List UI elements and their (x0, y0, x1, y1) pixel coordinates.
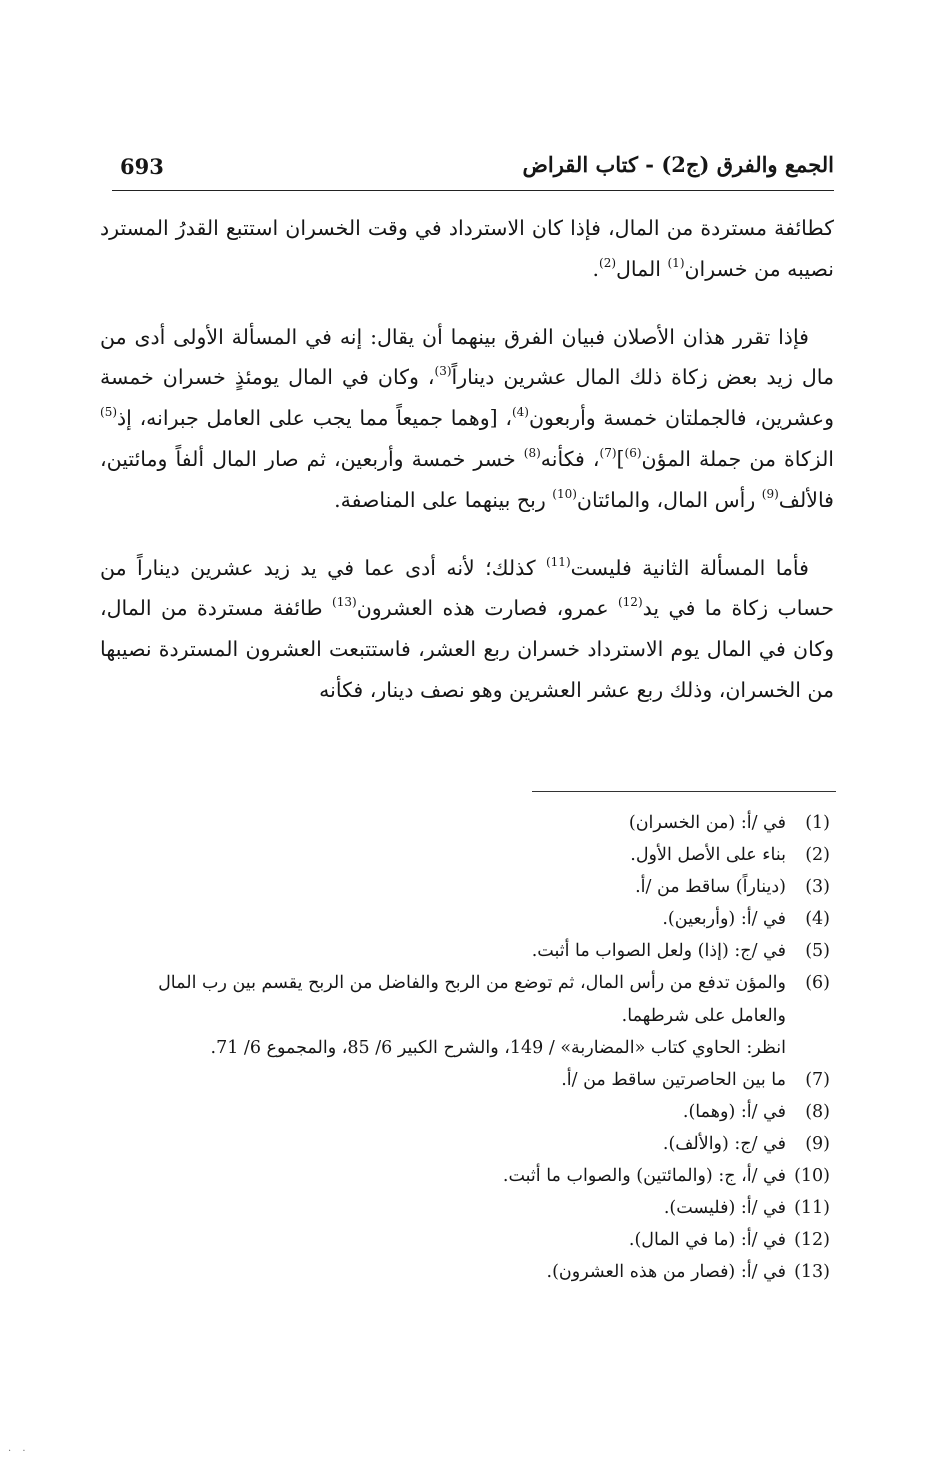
footnote (108, 807, 830, 839)
footnote-number: (9) (805, 1133, 830, 1154)
footnote (108, 839, 830, 871)
text-run: ] (616, 446, 625, 471)
footnote-reference-line: انظر: الحاوي كتاب «المضاربة» / 149، والشرح الكبير 6/ 85، والمجموع 6/ 71. (210, 1037, 786, 1058)
paragraph-3 (100, 548, 834, 711)
footnote-ref-4: (4) (511, 405, 529, 420)
footnote-text: في /أ، ج: (والمائتين) والصواب ما أثبت. (502, 1166, 786, 1187)
footnote-number: (10) (794, 1166, 830, 1187)
footnote (108, 1224, 830, 1256)
footnote (108, 967, 830, 1063)
text-run: ، وكان في المال يومئذٍ خسران خمسة وعشرين، فالجملتان خمسة وأربعون (100, 365, 834, 431)
footnote-text: في /أ: (من الخسران) (628, 813, 786, 833)
text-run: فأما المسألة الثانية فليست (570, 555, 809, 580)
footnote (108, 1160, 830, 1192)
footnote-text: (ديناراً) ساقط من /أ. (635, 877, 786, 898)
footnote (108, 1256, 830, 1288)
text-run: خسر خمسة وأربعين، ثم صار المال ألفاً ومائتين، فالألف (100, 446, 834, 512)
text-run: رأس المال، والمائتان (576, 487, 762, 512)
footnote-number: (12) (794, 1230, 830, 1251)
footnote-text: في /أ: (فصار من هذه العشرون). (546, 1262, 786, 1283)
footnote-ref-1: (1) (667, 255, 685, 270)
footnote-number: (2) (805, 845, 830, 866)
text-run: ربح بينهما على المناصفة. (334, 487, 553, 512)
footnote (108, 1192, 830, 1224)
footnote-ref-2: (2) (599, 255, 617, 270)
footnote-ref-5: (5) (100, 405, 118, 420)
text-run: عمرو، فصارت هذه العشرون (356, 596, 618, 621)
footnotes (108, 807, 830, 1288)
footnote-number: (7) (805, 1069, 830, 1090)
footnote-text: في /أ: (ما في المال). (628, 1230, 786, 1251)
footnote-number: (13) (794, 1262, 830, 1283)
text-run: فإذا تقرر هذان الأصلان فبيان الفرق بينهما أن يقال: إنه في المسألة الأولى أدى من مال زيد بعض زكاة ذلك المال عشرين ديناراً (100, 324, 835, 390)
footnote-text: بناء على الأصل الأول. (630, 845, 786, 866)
footnote-number: (3) (805, 877, 830, 898)
footnote-ref-10: (10) (552, 486, 577, 501)
text-run: كذلك؛ لأنه أدى عما في يد زيد عشرين ديناراً من حساب زكاة ما في يد (100, 555, 835, 621)
footnote-text: في /أ: (فليست). (663, 1198, 786, 1219)
footnote-text: في /أ: (وهما). (682, 1101, 786, 1122)
footnote-ref-3: (3) (434, 364, 452, 379)
text-run: كطائفة مستردة من المال، فإذا كان الاسترداد في وقت الخسران استتبع القدرُ المسترد نصيبه من خسران (100, 216, 834, 281)
page-number: 693 (120, 154, 164, 179)
footnote (108, 1096, 830, 1128)
main-text (100, 208, 834, 711)
footnote-ref-9: (9) (761, 486, 779, 501)
text-run: ، فكأنه (540, 446, 600, 471)
footnote-ref-8: (8) (523, 445, 541, 460)
footnote (108, 1128, 830, 1160)
footnote-ref-12: (12) (617, 595, 643, 610)
page-header (112, 150, 834, 190)
footnote-ref-11: (11) (545, 554, 571, 569)
paragraph-1 (100, 208, 834, 290)
footnote-number: (11) (794, 1198, 830, 1219)
footnote-number: (1) (805, 813, 830, 833)
footnote-number: (4) (805, 909, 830, 930)
text-run: . (592, 256, 600, 281)
text-run: الزكاة من جملة المؤن (641, 446, 835, 471)
footnote-number: (6) (805, 973, 830, 994)
footnote-number: (8) (805, 1101, 830, 1122)
footnote (108, 935, 830, 967)
footnote-separator (532, 791, 836, 792)
scan-speck: · · (8, 1446, 30, 1457)
footnote-ref-7: (7) (599, 445, 617, 460)
text-run: ، [وهما جميعاً مما يجب على العامل جبرانه، إذ (117, 406, 512, 431)
header-rule (112, 190, 834, 191)
footnote-text: ما بين الحاصرتين ساقط من /أ. (561, 1069, 786, 1090)
footnote-text: والمؤن تدفع من رأس المال، ثم توضع من الربح والفاضل من الربح يقسم بين رب المال والعامل على شرطهما. (158, 973, 786, 1026)
paragraph-2 (100, 317, 834, 521)
footnote (108, 1064, 830, 1096)
footnote-ref-6: (6) (624, 445, 642, 460)
running-title: الجمع والفرق (ج2) - كتاب القراض (522, 152, 834, 177)
footnote-number: (5) (805, 941, 830, 962)
footnote-text: في /أ: (وأربعين). (662, 909, 786, 930)
footnote (108, 871, 830, 903)
text-run: طائفة مستردة من المال، وكان في المال يوم الاسترداد خسران ربع العشر، فاستتبعت العشرون المستردة نصيبها من الخسران، وذلك ربع عشر العشرين وهو نصف دينار، فكأنه (100, 596, 834, 702)
footnote-text: في /ج: (إذا) ولعل الصواب ما أثبت. (531, 941, 786, 962)
footnote-text: في /ج: (والألف). (662, 1133, 786, 1154)
text-run: المال (616, 256, 668, 281)
footnote-ref-13: (13) (332, 595, 357, 610)
footnote (108, 903, 830, 935)
